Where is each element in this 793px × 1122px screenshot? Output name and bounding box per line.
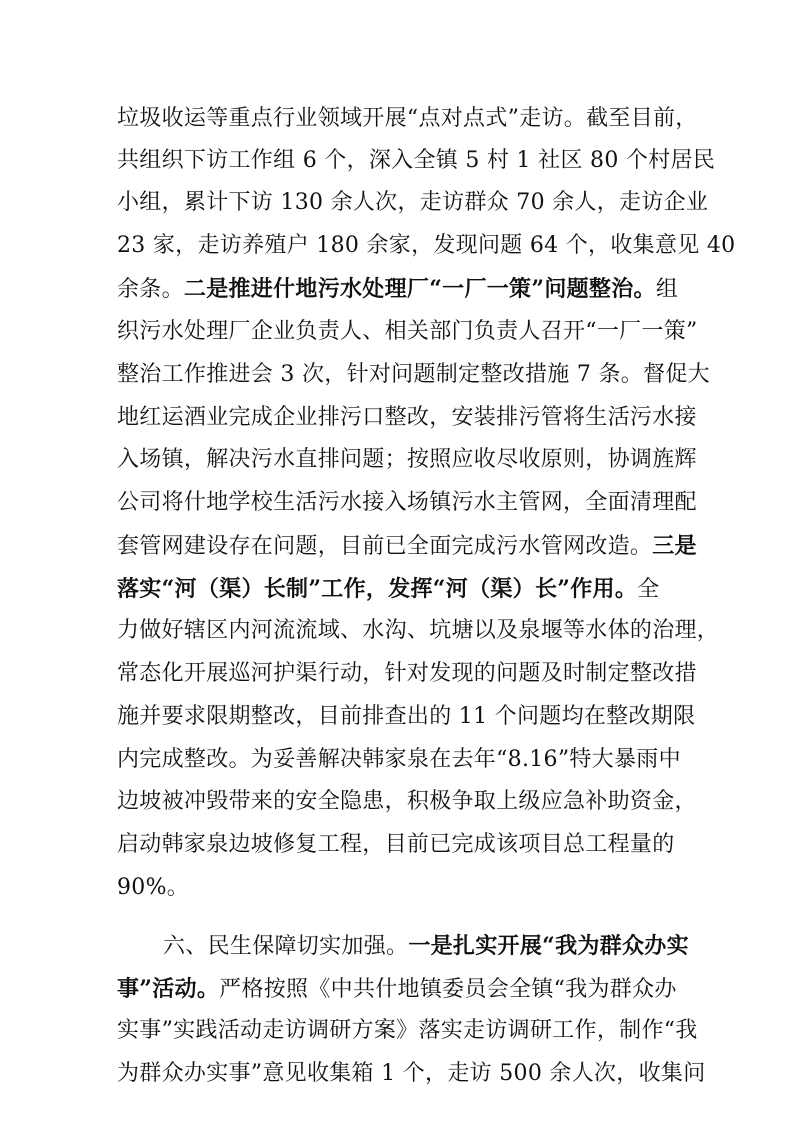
text-line [117, 440, 697, 480]
text-line [117, 141, 716, 181]
text-run: 地红运酒业完成企业排污口整改，安装排污管将生活污水接 [117, 405, 697, 430]
text-line [117, 611, 720, 651]
text-line [117, 526, 697, 566]
bold-heading-run: 事”活动。 [117, 976, 220, 1002]
text-run: 套管网建设存在问题，目前已全面完成污水管网改造。 [117, 534, 653, 559]
text-run: 入场镇，解决污水直排问题；按照应收尽收原则，协调旌辉 [117, 447, 697, 472]
text-line [117, 969, 687, 1009]
text-run: 边坡被冲毁带来的安全隐患，积极争取上级应急补助资金， [117, 789, 697, 814]
text-run: 公司将什地学校生活污水接入场镇污水主管网，全面清理配 [117, 490, 697, 515]
text-line [163, 926, 687, 966]
text-run: 垃圾收运等重点行业领域开展“点对点式”走访。截至目前， [117, 106, 698, 131]
text-line [117, 1011, 698, 1051]
text-line [117, 226, 736, 266]
text-run: 整治工作推进会 3 次，针对问题制定整改措施 7 条。督促大 [117, 362, 710, 387]
text-line [117, 1054, 706, 1094]
text-run: 严格按照《中共什地镇委员会全镇“我为群众办 [219, 977, 677, 1002]
text-line [117, 569, 687, 609]
text-line [117, 183, 709, 223]
text-run: 小组，累计下访 130 余人次，走访群众 70 余人，走访企业 [117, 190, 709, 215]
text-line [117, 740, 687, 780]
text-line [117, 483, 697, 523]
bold-heading-run: 落实“河（渠）长制”工作，发挥“河（渠）长”作用。 [117, 576, 638, 602]
text-run: 全 [637, 577, 660, 602]
text-line [117, 312, 698, 352]
text-run: 实事”实践活动走访调研方案》落实走访调研工作，制作“我 [117, 1018, 698, 1043]
text-line [117, 868, 687, 908]
text-run: 组 [655, 277, 679, 302]
text-run: 力做好辖区内河流流域、水沟、坑塘以及泉堰等水体的治理， [117, 618, 720, 643]
text-run: 启动韩家泉边坡修复工程，目前已完成该项目总工程量的 [117, 832, 675, 857]
bold-heading-run: 二是推进什地污水处理厂“一厂一策”问题整治。 [183, 276, 656, 302]
bold-heading-run: 三是 [652, 533, 697, 559]
text-line [117, 654, 697, 694]
text-run: 90%。 [117, 875, 190, 900]
text-run: 织污水处理厂企业负责人、相关部门负责人召开“一厂一策” [117, 319, 698, 344]
text-line [117, 269, 687, 309]
text-run: 共组织下访工作组 6 个，深入全镇 5 村 1 社区 80 个村居民 [117, 148, 716, 173]
text-run: 23 家，走访养殖户 180 余家，发现问题 64 个，收集意见 40 [117, 233, 736, 258]
section-heading-run: 六、民生保障切实加强。 [163, 934, 409, 959]
text-line [117, 825, 687, 865]
text-line [117, 355, 710, 395]
text-line [117, 697, 696, 737]
text-line [117, 99, 698, 139]
text-run: 内完成整改。为妥善解决韩家泉在去年“8.16”特大暴雨中 [117, 747, 681, 772]
text-line [117, 398, 697, 438]
text-run: 为群众办实事”意见收集箱 1 个，走访 500 余人次，收集问 [117, 1061, 706, 1086]
text-line [117, 782, 697, 822]
text-run: 施并要求限期整改，目前排查出的 11 个问题均在整改期限 [117, 704, 696, 729]
text-run: 常态化开展巡河护渠行动，针对发现的问题及时制定整改措 [117, 661, 697, 686]
bold-heading-run: 一是扎实开展“我为群众办实 [408, 933, 689, 959]
text-run: 余条。 [117, 277, 184, 302]
